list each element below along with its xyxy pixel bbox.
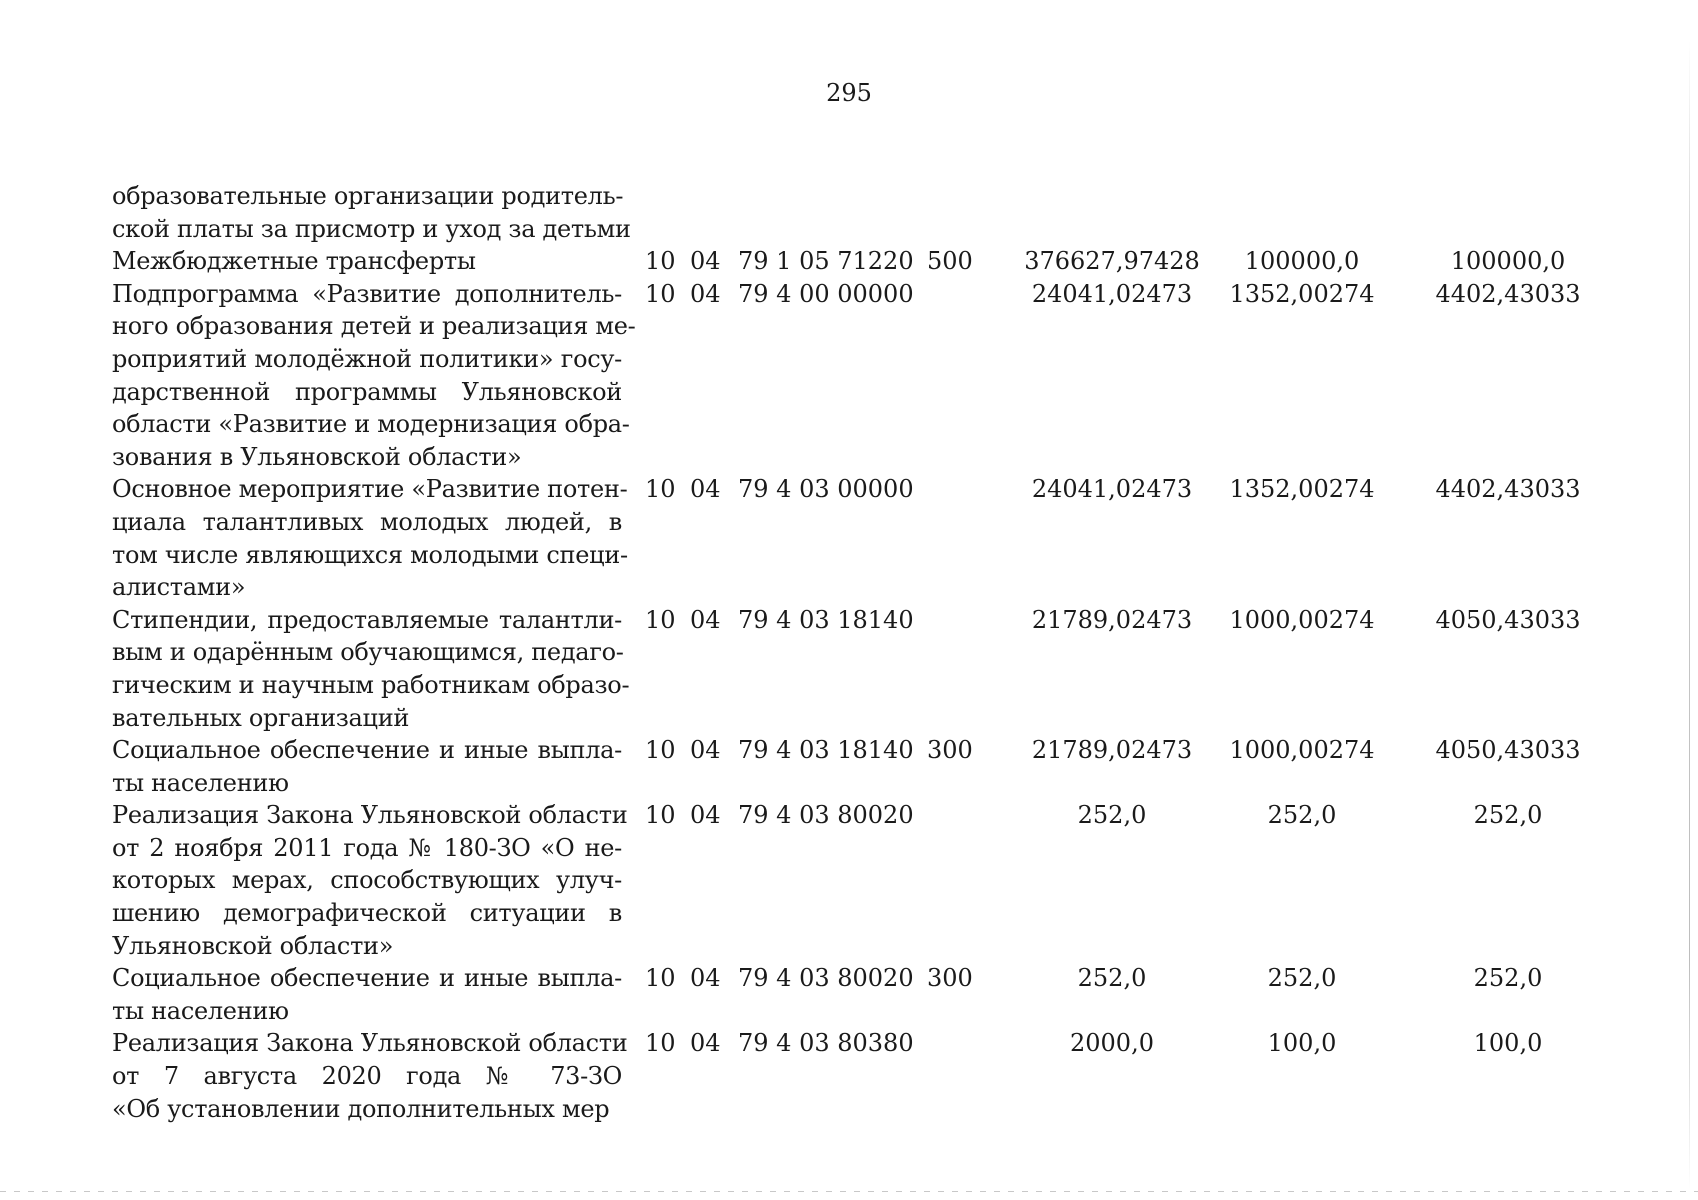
table-row — [112, 604, 1581, 734]
description-line: том числе являющихся молодыми специ- — [112, 540, 628, 569]
amount-year-1: 252,0 — [1077, 801, 1147, 830]
target-article-code: 79 4 03 80380 — [738, 1029, 914, 1058]
description-line: ты населению — [112, 768, 289, 797]
scan-edge-right — [1689, 40, 1690, 1190]
section-code: 10 — [645, 605, 676, 634]
description-line: Основное мероприятие «Развитие потен- — [112, 475, 628, 504]
amount-year-2: 1000,00274 — [1229, 736, 1375, 765]
table-row — [112, 1027, 1572, 1125]
description-line: Межбюджетные трансферты — [112, 247, 476, 276]
description-line: циала талантливых молодых людей, в — [112, 507, 622, 536]
section-code: 10 — [645, 475, 676, 504]
target-article-code: 79 4 03 18140 — [738, 605, 914, 634]
amount-year-2: 1000,00274 — [1229, 605, 1375, 634]
row-description — [112, 962, 622, 1027]
target-article-code: 79 4 03 80020 — [738, 801, 914, 830]
amount-year-2: 1352,00274 — [1229, 279, 1375, 308]
row-description — [112, 180, 631, 245]
description-line: от 2 ноября 2011 года № 180-ЗО «О не- — [112, 833, 622, 862]
section-code: 10 — [645, 1029, 676, 1058]
amount-year-1: 2000,0 — [1070, 1029, 1154, 1058]
page-number: 295 — [826, 79, 872, 107]
row-description — [112, 734, 622, 799]
description-line: Подпрограмма «Развитие дополнитель- — [112, 279, 622, 308]
section-code: 10 — [645, 736, 676, 765]
budget-table — [112, 180, 1581, 1125]
description-line: дарственной программы Ульяновской — [112, 377, 622, 406]
subsection-code: 04 — [690, 605, 721, 634]
description-line: которых мерах, способствующих улуч- — [112, 866, 622, 895]
description-line: Социальное обеспечение и иные выпла- — [112, 964, 622, 993]
description-line: «Об установлении дополнительных мер — [112, 1094, 610, 1123]
amount-year-1: 376627,97428 — [1024, 247, 1200, 276]
expense-type-code: 500 — [927, 247, 973, 276]
target-article-code: 79 1 05 71220 — [738, 247, 914, 276]
description-line: от 7 августа 2020 года № 73-ЗО — [112, 1062, 622, 1091]
amount-year-2: 252,0 — [1267, 964, 1337, 993]
scan-edge-bottom — [0, 1191, 1698, 1192]
amount-year-1: 24041,02473 — [1031, 279, 1193, 308]
subsection-code: 04 — [690, 247, 721, 276]
description-line: ного образования детей и реализация ме- — [112, 312, 636, 341]
expense-type-code: 300 — [927, 736, 973, 765]
table-row — [112, 180, 1572, 245]
amount-year-1: 24041,02473 — [1031, 475, 1193, 504]
amount-year-3: 4402,43033 — [1435, 279, 1581, 308]
description-line: алистами» — [112, 573, 246, 602]
amount-year-3: 4402,43033 — [1435, 475, 1581, 504]
row-description — [112, 245, 622, 278]
row-description — [112, 1027, 628, 1125]
amount-year-2: 252,0 — [1267, 801, 1337, 830]
section-code: 10 — [645, 279, 676, 308]
target-article-code: 79 4 03 00000 — [738, 475, 914, 504]
target-article-code: 79 4 03 80020 — [738, 964, 914, 993]
description-line: вательных организаций — [112, 703, 410, 732]
subsection-code: 04 — [690, 279, 721, 308]
row-description — [112, 604, 630, 734]
description-line: Ульяновской области» — [112, 931, 394, 960]
amount-year-1: 21789,02473 — [1031, 605, 1193, 634]
table-row — [112, 278, 1581, 474]
section-code: 10 — [645, 247, 676, 276]
amount-year-3: 100000,0 — [1450, 247, 1566, 276]
table-row — [112, 734, 1581, 799]
subsection-code: 04 — [690, 801, 721, 830]
amount-year-3: 252,0 — [1473, 801, 1543, 830]
amount-year-1: 21789,02473 — [1031, 736, 1193, 765]
subsection-code: 04 — [690, 1029, 721, 1058]
section-code: 10 — [645, 964, 676, 993]
description-line: области «Развитие и модернизация обра- — [112, 410, 630, 439]
table-row — [112, 799, 1572, 962]
row-description — [112, 799, 628, 962]
expense-type-code: 300 — [927, 964, 973, 993]
description-line: Реализация Закона Ульяновской области — [112, 801, 628, 830]
description-line: шению демографической ситуации в — [112, 899, 622, 928]
description-line: гическим и научным работникам образо- — [112, 670, 630, 699]
description-line: Социальное обеспечение и иные выпла- — [112, 736, 622, 765]
description-line: зования в Ульяновской области» — [112, 442, 522, 471]
row-description — [112, 473, 628, 603]
subsection-code: 04 — [690, 736, 721, 765]
amount-year-2: 1352,00274 — [1229, 475, 1375, 504]
description-line: образовательные организации родитель- — [112, 182, 624, 210]
description-line: ты населению — [112, 996, 289, 1025]
description-line: вым и одарённым обучающимся, педаго- — [112, 638, 624, 667]
row-description — [112, 278, 636, 474]
description-line: Стипендии, предоставляемые талантли- — [112, 605, 622, 634]
description-line: роприятий молодёжной политики» госу- — [112, 344, 622, 373]
amount-year-3: 252,0 — [1473, 964, 1543, 993]
table-row — [112, 473, 1581, 603]
subsection-code: 04 — [690, 475, 721, 504]
amount-year-2: 100000,0 — [1244, 247, 1360, 276]
subsection-code: 04 — [690, 964, 721, 993]
amount-year-3: 4050,43033 — [1435, 605, 1581, 634]
amount-year-1: 252,0 — [1077, 964, 1147, 993]
section-code: 10 — [645, 801, 676, 830]
table-row — [112, 962, 1572, 1027]
table-row — [112, 245, 1572, 278]
amount-year-3: 100,0 — [1473, 1029, 1543, 1058]
amount-year-3: 4050,43033 — [1435, 736, 1581, 765]
description-line: ской платы за присмотр и уход за детьми — [112, 214, 631, 243]
amount-year-2: 100,0 — [1267, 1029, 1337, 1058]
target-article-code: 79 4 00 00000 — [738, 279, 914, 308]
description-line: Реализация Закона Ульяновской области — [112, 1029, 628, 1058]
target-article-code: 79 4 03 18140 — [738, 736, 914, 765]
